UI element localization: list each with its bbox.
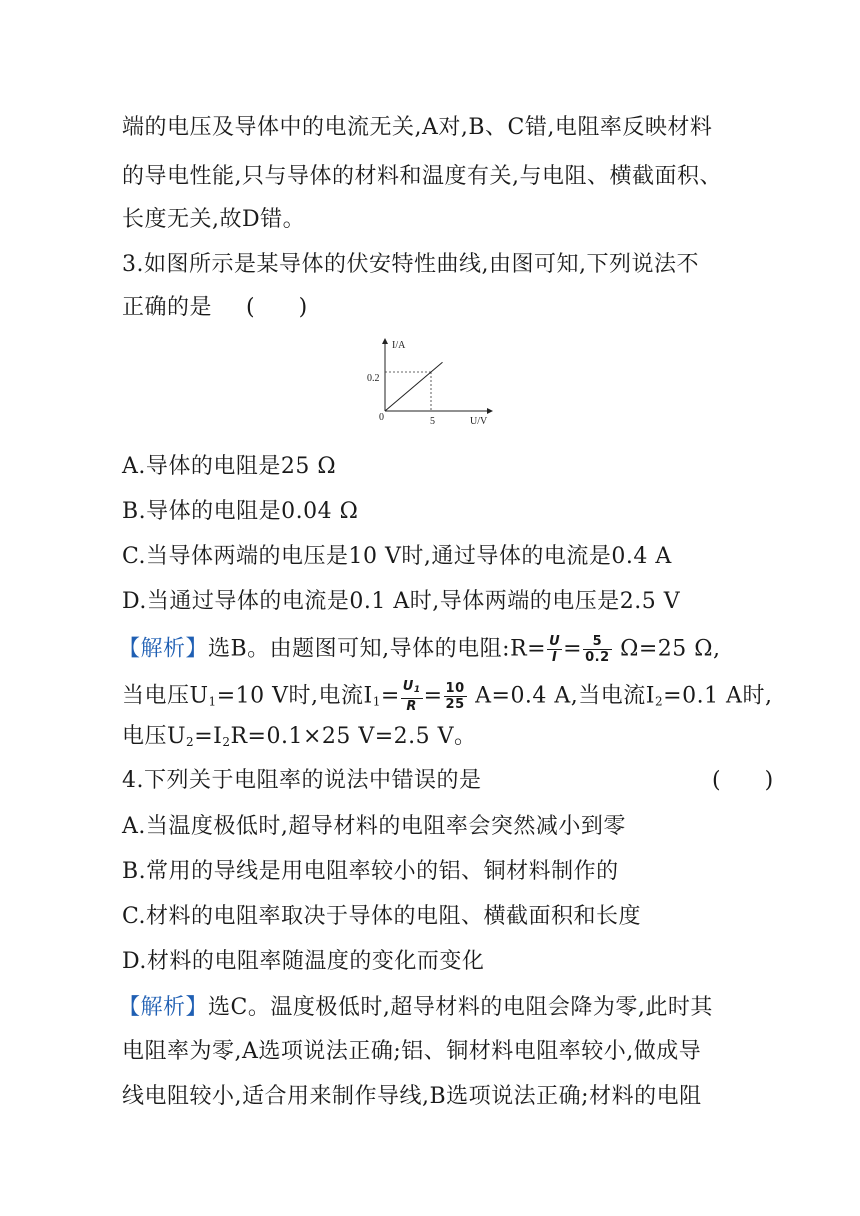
option-b: B.常用的导线是用电阻率较小的铝、铜材料制作的 (122, 859, 619, 884)
analysis-line: 线电阻较小,适合用来制作导线,B选项说法正确;材料的电阻 (122, 1084, 702, 1109)
fraction-u-over-i: $\frac{U}{I}$ (549, 634, 561, 665)
analysis-tag: 【解析】 (118, 995, 209, 1020)
option-a: A.导体的电阻是25 Ω (122, 454, 337, 479)
origin-label: 0 (379, 412, 384, 423)
iv-curve-line (385, 362, 443, 411)
answer-bracket: ( ) (712, 768, 774, 793)
analysis-line: 电压$U_2=I_2R=0.1\times 25$ V=2.5 V。 (122, 724, 477, 749)
fraction-u1-over-r: $\frac{U_1}{R}$ (402, 679, 421, 714)
x-tick-label: 5 (430, 416, 435, 427)
iv-characteristic-chart (360, 334, 500, 434)
paragraph-line: 端的电压及导体中的电流无关,A对,B、C错,电阻率反映材料 (122, 115, 713, 140)
analysis-line: 【解析】选B。由题图可知,导体的电阻:R= $\frac{U}{I}$ = $\frac{5}{0.2}$ Ω=25 Ω, (118, 634, 721, 665)
option-c: C.材料的电阻率取决于导体的电阻、横截面积和长度 (122, 904, 642, 929)
x-axis-label: U/V (470, 416, 488, 427)
analysis-line: 【解析】选C。温度极低时,超导材料的电阻会降为零,此时其 (118, 995, 713, 1020)
fraction-5-over-0.2: $\frac{5}{0.2}$ (585, 634, 610, 665)
option-c: C.当导体两端的电压是10 V时,通过导体的电流是0.4 A (122, 544, 672, 569)
paragraph-line: 长度无关,故D错。 (122, 207, 306, 232)
analysis-line: 当电压$U_1=10$ V时,电流$I_1=$ $\frac{U_1}{R}$ = $\frac{10}{25}$ A=0.4 A,当电流$I_2=0.1$ A时, (122, 679, 773, 714)
option-d: D.材料的电阻率随温度的变化而变化 (122, 949, 485, 974)
question-3-stem: 3.如图所示是某导体的伏安特性曲线,由图可知,下列说法不 (122, 252, 699, 277)
option-d: D.当通过导体的电流是0.1 A时,导体两端的电压是2.5 V (122, 589, 681, 614)
option-a: A.当温度极低时,超导材料的电阻率会突然减小到零 (122, 814, 626, 839)
answer-bracket: ( ) (246, 295, 308, 320)
paragraph-line: 的导电性能,只与导体的材料和温度有关,与电阻、横截面积、 (122, 164, 722, 189)
option-b: B.导体的电阻是0.04 Ω (122, 499, 359, 524)
analysis-line: 电阻率为零,A选项说法正确;铝、铜材料电阻率较小,做成导 (122, 1039, 702, 1064)
y-axis-label: I/A (392, 340, 406, 351)
question-4-stem: 4.下列关于电阻率的说法中错误的是 (122, 768, 482, 793)
fraction-10-over-25: $\frac{10}{25}$ (445, 681, 465, 712)
analysis-tag: 【解析】 (118, 636, 209, 662)
y-tick-label: 0.2 (367, 373, 380, 384)
question-3-stem: 正确的是 (122, 295, 213, 320)
